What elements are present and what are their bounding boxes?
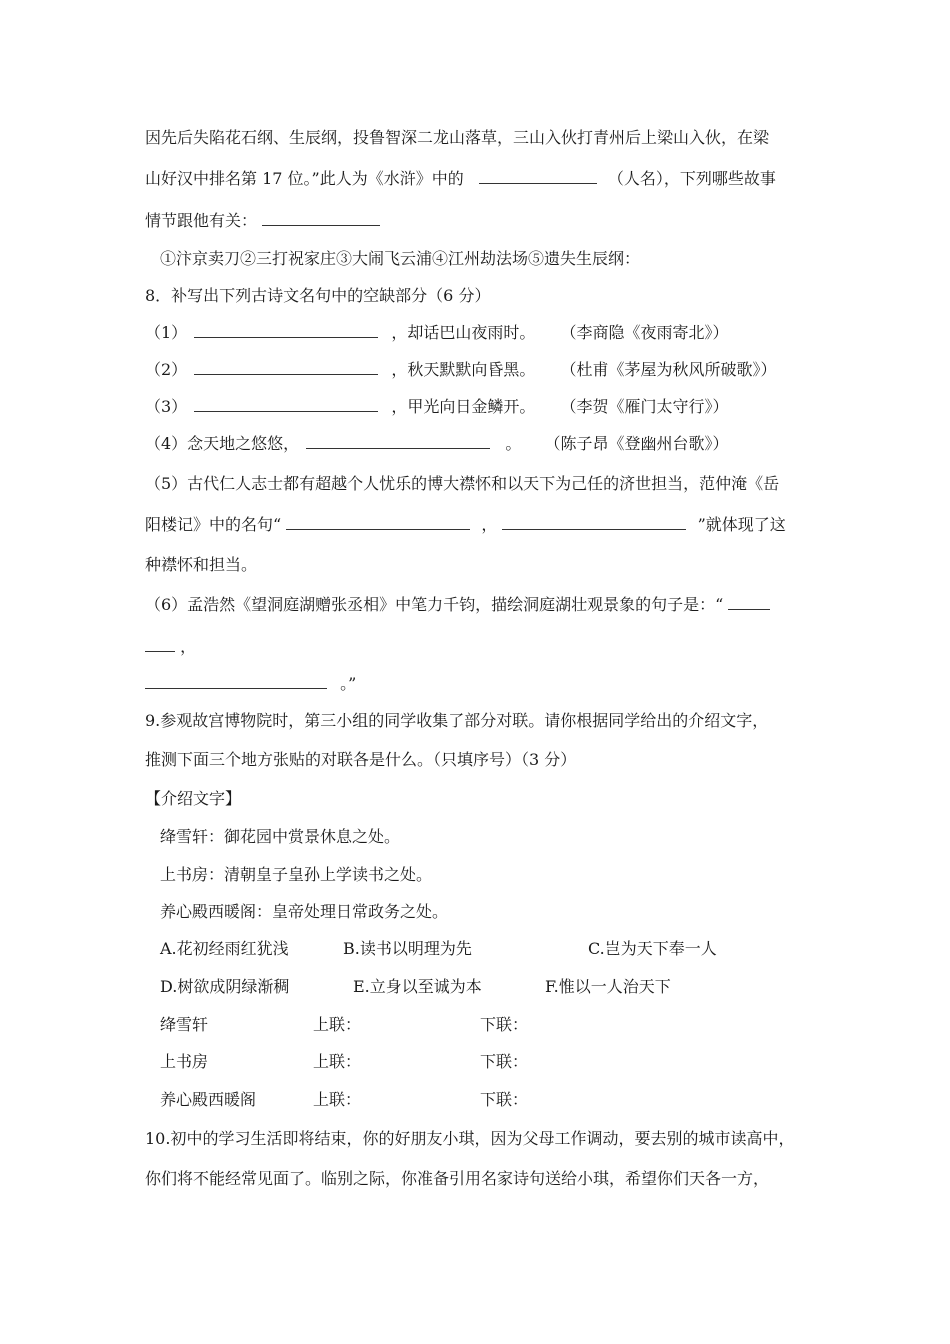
q9-row-2-place: 上书房 xyxy=(160,1052,209,1071)
q9-intro-3: 养心殿西暖阁：皇帝处理日常政务之处。 xyxy=(160,902,449,921)
q8-item-5-line-3: 种襟怀和担当。 xyxy=(145,555,258,574)
q7-text-line-1: 因先后失陷花石纲、生辰纲，投鲁智深二龙山落草，三山入伙打青州后上梁山入伙，在梁 xyxy=(145,128,770,147)
q9-row-2-upper[interactable]: 上联： xyxy=(313,1052,362,1071)
q9-option-c: C.岂为天下奉一人 xyxy=(588,939,717,958)
q8-item-4 xyxy=(145,433,729,455)
q8-item-6-line-1 xyxy=(145,594,770,616)
q9-option-d: D.树欲成阴绿渐稠 xyxy=(160,977,290,996)
q8-item-1 xyxy=(145,322,729,344)
q8-item-5-text-a: 阳楼记》中的名句“ xyxy=(145,515,282,534)
q8-item-3-text: ，甲光向日金鳞开。 xyxy=(391,397,536,416)
q8-item-6-line-3 xyxy=(145,673,356,695)
q9-row-2-lower[interactable]: 下联： xyxy=(480,1052,529,1071)
q9-option-f: F.惟以一人治天下 xyxy=(545,977,671,996)
q8-item-5-blank-2[interactable] xyxy=(502,514,686,530)
q9-row-1-lower[interactable]: 下联： xyxy=(480,1015,529,1034)
q7-text-line-2 xyxy=(145,168,776,190)
q9-option-b: B.读书以明理为先 xyxy=(343,939,472,958)
q7-options: ①汴京卖刀②三打祝家庄③大闹飞云浦④江州劫法场⑤遗失生辰纲： xyxy=(160,249,641,268)
q9-line-1: 9.参观故宫博物院时，第三小组的同学收集了部分对联。请你根据同学给出的介绍文字， xyxy=(145,711,769,730)
q7-text-line-3 xyxy=(145,210,380,232)
q8-item-3-blank[interactable] xyxy=(194,396,378,412)
q8-title: 8．补写出下列古诗文名句中的空缺部分（6 分） xyxy=(145,286,491,305)
q7-plot-blank[interactable] xyxy=(262,210,380,226)
q9-row-1-upper[interactable]: 上联： xyxy=(313,1015,362,1034)
q8-item-6-end: 。” xyxy=(340,674,357,693)
q7-line3-text: 情节跟他有关： xyxy=(145,211,258,230)
q8-item-6-blank-2[interactable] xyxy=(145,673,327,689)
q8-item-1-source: （李商隐《夜雨寄北》） xyxy=(560,323,729,342)
q10-line-1: 10.初中的学习生活即将结束，你的好朋友小琪，因为父母工作调动，要去别的城市读高中， xyxy=(145,1129,795,1148)
q8-item-6-comma: ， xyxy=(180,637,197,656)
q10-line-2: 你们将不能经常见面了。临别之际，你准备引用名家诗句送给小琪，希望你们天各一方， xyxy=(145,1169,770,1188)
q8-item-4-source: （陈子昂《登幽州台歌》） xyxy=(544,434,729,453)
q9-option-a: A.花初经雨红犹浅 xyxy=(160,939,289,958)
q9-row-3-upper[interactable]: 上联： xyxy=(313,1090,362,1109)
q9-intro-header: 【介绍文字】 xyxy=(145,789,242,808)
q8-item-6-blank-1a[interactable] xyxy=(728,594,770,610)
q7-name-blank[interactable] xyxy=(479,168,597,184)
q8-item-4-text-b: 。 xyxy=(505,434,522,453)
q8-item-4-blank[interactable] xyxy=(306,433,490,449)
q8-item-5-text-c: ”就体现了这 xyxy=(697,515,786,534)
q9-line-2: 推测下面三个地方张贴的对联各是什么。（只填序号）（3 分） xyxy=(145,750,577,769)
q8-item-5-line-2 xyxy=(145,514,786,536)
q8-item-2-source: （杜甫《茅屋为秋风所破歌》） xyxy=(560,360,777,379)
q8-item-2 xyxy=(145,359,777,381)
q8-item-2-number: （2） xyxy=(145,360,188,379)
q7-line2-part-a: 山好汉中排名第 17 位。”此人为《水浒》中的 xyxy=(145,169,464,188)
q8-item-3-number: （3） xyxy=(145,397,188,416)
q8-item-1-number: （1） xyxy=(145,323,188,342)
q8-item-3-source: （李贺《雁门太守行》） xyxy=(560,397,729,416)
q8-item-1-text: ，却话巴山夜雨时。 xyxy=(391,323,536,342)
q9-row-3-place: 养心殿西暖阁 xyxy=(160,1090,257,1109)
q8-item-5-line-1: （5）古代仁人志士都有超越个人忧乐的博大襟怀和以天下为己任的济世担当，范仲淹《岳 xyxy=(145,474,780,493)
q8-item-4-text-a: （4）念天地之悠悠， xyxy=(145,434,300,453)
q7-line2-part-b: （人名），下列哪些故事 xyxy=(607,169,776,188)
q8-item-1-blank[interactable] xyxy=(194,322,378,338)
q9-option-e: E.立身以至诚为本 xyxy=(353,977,482,996)
q8-item-2-text: ，秋天默默向昏黑。 xyxy=(391,360,536,379)
q9-row-3-lower[interactable]: 下联： xyxy=(480,1090,529,1109)
q8-item-6-blank-1b[interactable] xyxy=(145,636,175,652)
q8-item-5-blank-1[interactable] xyxy=(286,514,470,530)
q9-intro-2: 上书房：清朝皇子皇孙上学读书之处。 xyxy=(160,865,433,884)
q8-item-2-blank[interactable] xyxy=(194,359,378,375)
q9-intro-1: 绛雪轩：御花园中赏景休息之处。 xyxy=(160,827,401,846)
q8-item-6-line-2 xyxy=(145,636,196,658)
q9-row-1-place: 绛雪轩 xyxy=(160,1015,209,1034)
q8-item-6-text-a: （6）孟浩然《望洞庭湖赠张丞相》中笔力千钧，描绘洞庭湖壮观景象的句子是：“ xyxy=(145,595,724,614)
q8-item-3 xyxy=(145,396,729,418)
q8-item-5-text-b: ， xyxy=(481,515,498,534)
